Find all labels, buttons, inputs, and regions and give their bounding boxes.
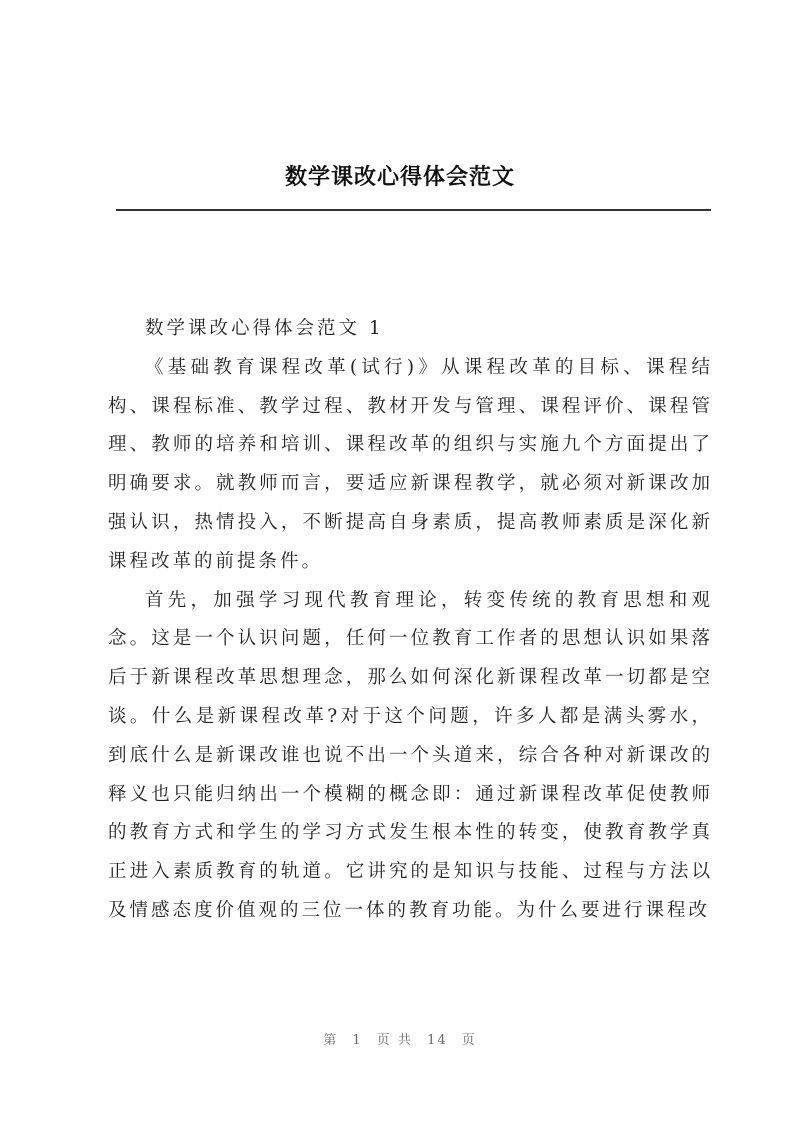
document-body bbox=[108, 310, 713, 931]
title-divider bbox=[116, 209, 711, 211]
paragraph-1: 《基础教育课程改革(试行)》从课程改革的目标、课程结构、课程标准、教学过程、教材开发与管理、课程评价、课程管理、教师的培养和培训、课程改革的组织与实施九个方面提出了明确要求。就教师而言，要适应新课程教学，就必须对新课改加强认识，热情投入，不断提高自身素质，提高教师素质是深化新课程改革的前提条件。 bbox=[108, 356, 713, 572]
footer-prefix: 第 bbox=[323, 1033, 339, 1048]
footer-page-number: 1 bbox=[352, 1033, 363, 1048]
footer-middle: 页 共 bbox=[376, 1033, 413, 1048]
footer-suffix: 页 bbox=[461, 1033, 477, 1048]
page-footer bbox=[0, 1032, 800, 1050]
page-title: 数学课改心得体会范文 bbox=[284, 165, 515, 190]
section-heading: 数学课改心得体会范文 1 bbox=[145, 318, 384, 339]
footer-total-pages: 14 bbox=[427, 1033, 448, 1048]
paragraph-2: 首先，加强学习现代教育理论，转变传统的教育思想和观念。这是一个认识问题，任何一位教育工作者的思想认识如果落后于新课程改革思想理念，那么如何深化新课程改革一切都是空谈。什么是新课程改革?对于这个问题，许多人都是满头雾水，到底什么是新课改谁也说不出一个头道来，综合各种对新课改的释义也只能归纳出一个模糊的概念即：通过新课程改革促使教师的教育方式和学生的学习方式发生根本性的转变，使教育教学真正进入素质教育的轨道。它讲究的是知识与技能、过程与方法以及情感态度价值观的三位一体的教育功能。为什么要进行课程改 bbox=[108, 589, 713, 921]
